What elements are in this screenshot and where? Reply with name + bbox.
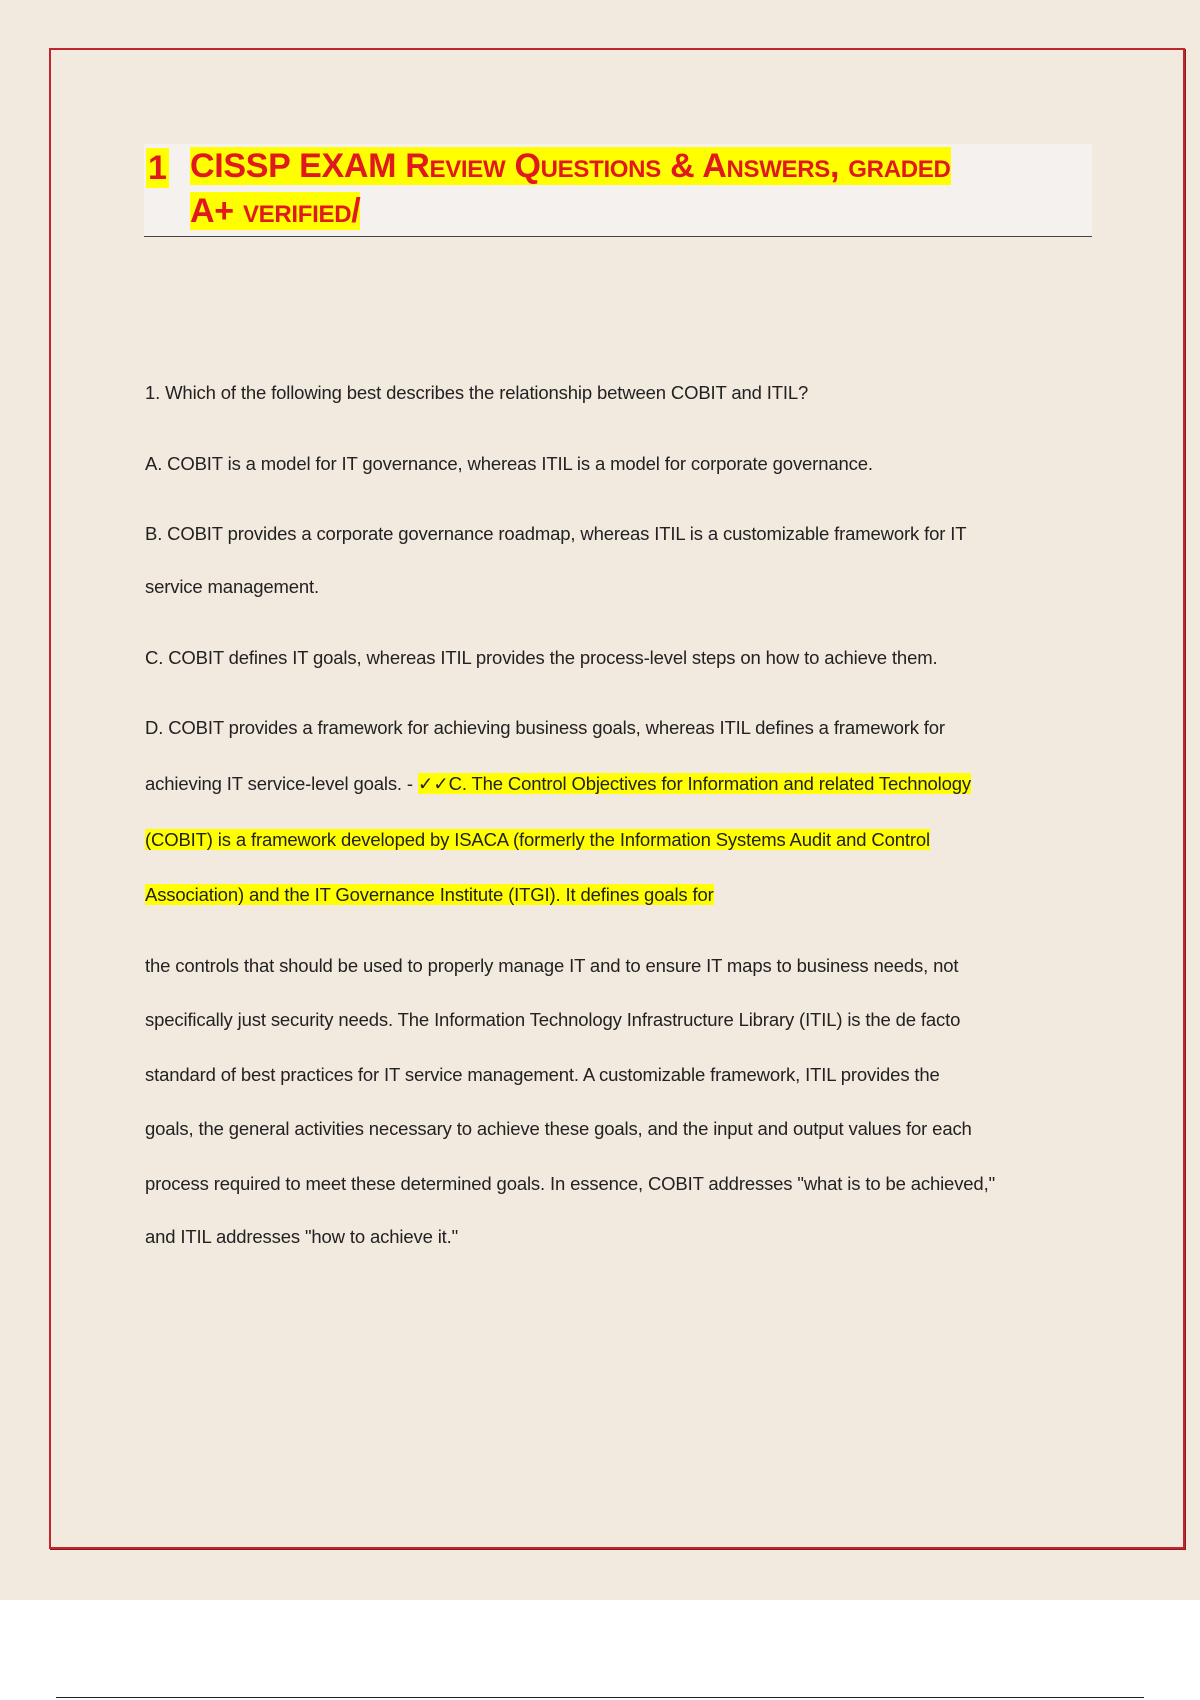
explanation-line: process required to meet these determined goals. In essence, COBIT addresses "what is to be achieved," [145,1173,995,1194]
explanation-line: standard of best practices for IT service management. A customizable framework, ITIL provides the [145,1064,940,1085]
document-heading [144,144,1092,237]
answer-line1: ✓✓C. The Control Objectives for Information and related Technology [417,773,972,794]
explanation-line: goals, the general activities necessary to achieve these goals, and the input and output values for each [145,1118,972,1139]
answer-line2-wrap [145,829,1095,851]
answer-line2: (COBIT) is a framework developed by ISACA (formerly the Information Systems Audit and Control [145,829,930,850]
option-b-line2: service management. [145,576,320,597]
explanation-line: and ITIL addresses "how to achieve it." [145,1226,459,1247]
answer-line3-wrap [145,884,1095,906]
heading-number: 1 [148,149,167,187]
option-d-line2: achieving IT service-level goals. - [145,773,418,794]
explanation-line: specifically just security needs. The Information Technology Infrastructure Library (ITIL) is the de facto [145,1009,961,1030]
option-d-line2-with-answer [145,773,1095,795]
page-border-frame [49,48,1185,1549]
option-b-line1: B. COBIT provides a corporate governance roadmap, whereas ITIL is a customizable framework for IT [145,523,967,544]
heading-title-line1: CISSP EXAM Review Questions & Answers, graded [190,147,951,185]
question-text: 1. Which of the following best describes the relationship between COBIT and ITIL? [145,382,809,403]
option-a: A. COBIT is a model for IT governance, whereas ITIL is a model for corporate governance. [145,453,873,474]
answer-line3: Association) and the IT Governance Institute (ITGI). It defines goals for [145,884,714,905]
option-d-line1: D. COBIT provides a framework for achieving business goals, whereas ITIL defines a framework for [145,717,945,738]
footer-rule [56,1697,1144,1698]
heading-title [190,144,1070,234]
explanation-line: the controls that should be used to properly manage IT and to ensure IT maps to business needs, not [145,955,959,976]
heading-title-line2: A+ verified/ [190,192,361,230]
option-c: C. COBIT defines IT goals, whereas ITIL provides the process-level steps on how to achieve them. [145,647,938,668]
